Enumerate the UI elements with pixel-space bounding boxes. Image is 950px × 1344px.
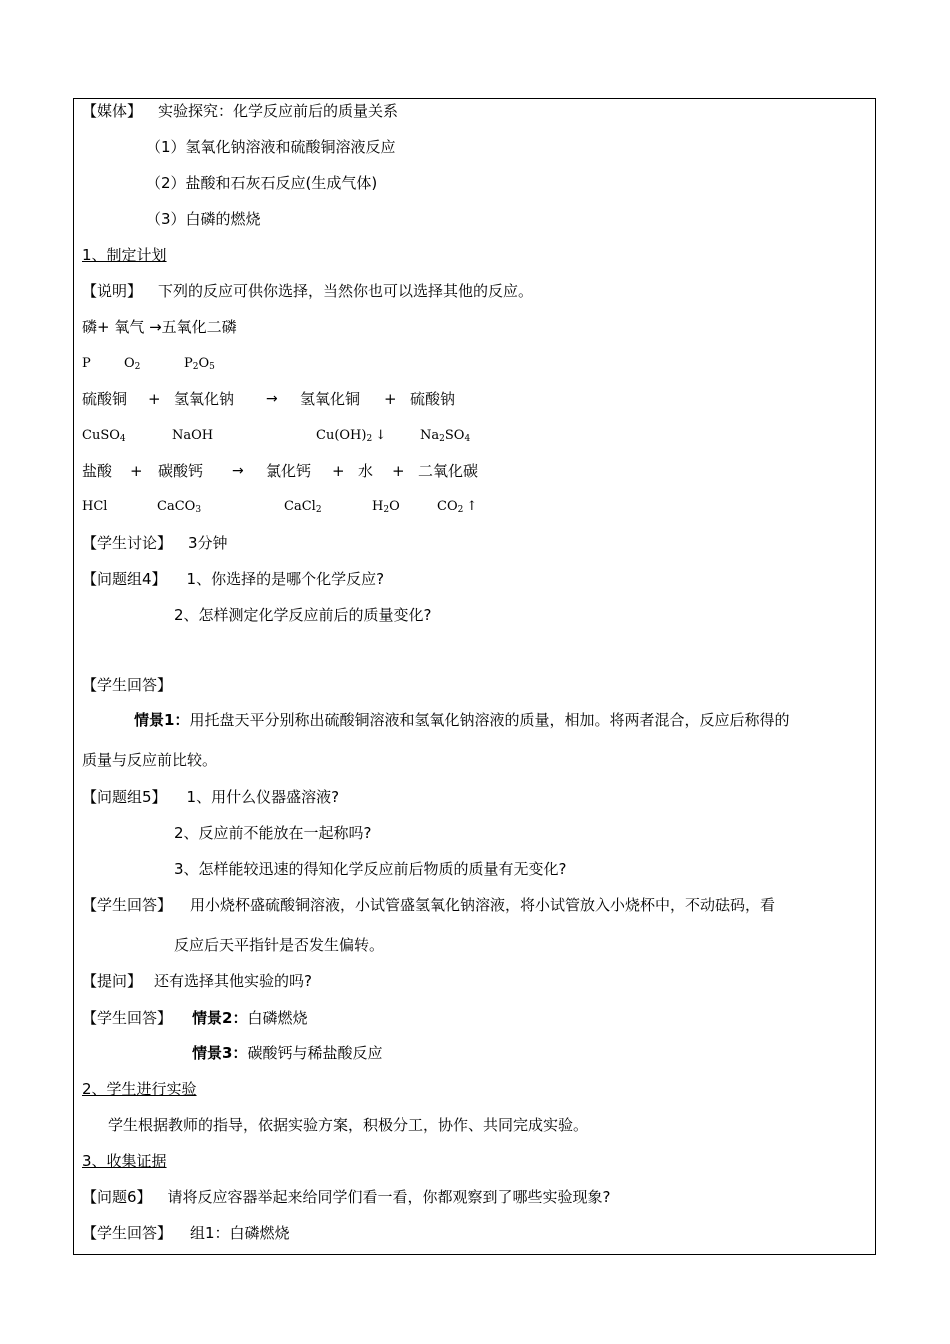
reaction-3-formula-h2o: $H_2O$ [372, 499, 400, 515]
question-group-5-q1: 1、用什么仪器盛溶液? [186, 788, 340, 806]
reaction-2-plus-1: + [148, 390, 161, 408]
reaction-3-formula-hcl: HCl [82, 499, 108, 514]
question-group-5-q2: 2、反应前不能放在一起称吗? [174, 824, 372, 842]
scenario-2-text: 白磷燃烧 [247, 1009, 308, 1027]
scenario-3-line [192, 1043, 382, 1063]
student-answer-tag-4: 【学生回答】 [82, 1224, 173, 1242]
reaction-1-formula-o2: $O_2$ [124, 356, 141, 372]
prompt-line [82, 971, 312, 991]
section-heading-plan: 1、制定计划 [82, 246, 167, 264]
question-6-text: 请将反应容器举起来给同学们看一看，你都观察到了哪些实验现象? [167, 1188, 611, 1206]
reaction-2-arrow: → [266, 391, 278, 407]
reaction-3-plus-1: + [130, 462, 143, 480]
explanation-text: 下列的反应可供你选择，当然你也可以选择其他的反应。 [158, 282, 534, 300]
experiment-item-1: （1）氢氧化钠溶液和硫酸铜溶液反应 [146, 138, 396, 156]
media-line [82, 101, 398, 121]
scenario-3-label: 情景3： [192, 1044, 248, 1062]
question-group-4-q1: 1、你选择的是哪个化学反应? [186, 570, 385, 588]
student-answer-2-continuation: 反应后天平指针是否发生偏转。 [174, 936, 385, 954]
reaction-3-word-1: 盐酸 [82, 462, 113, 480]
reaction-2-word-1: 硫酸铜 [82, 390, 128, 408]
reaction-3-plus-3: + [392, 462, 405, 480]
section-heading-evidence: 3、收集证据 [82, 1152, 167, 1170]
reaction-3-arrow: → [232, 463, 244, 479]
discussion-tag: 【学生讨论】 [82, 534, 173, 552]
student-answer-3-line [82, 1008, 307, 1028]
experiment-description: 学生根据教师的指导，依据实验方案，积极分工，协作、共同完成实验。 [108, 1116, 589, 1134]
reaction-2-formula-naoh: NaOH [172, 428, 214, 443]
section-heading-experiment: 2、学生进行实验 [82, 1080, 197, 1098]
question-group-4-q2: 2、怎样测定化学反应前后的质量变化? [174, 606, 432, 624]
scenario-1-label: 情景1： [134, 711, 190, 729]
reaction-3-plus-2: + [332, 462, 345, 480]
question-group-5-line [82, 787, 339, 807]
reaction-2-formula-cuso4: CuSO$_4$ [82, 428, 126, 444]
explanation-line [82, 281, 533, 301]
explanation-tag: 【说明】 [82, 282, 143, 300]
reaction-2-word-2: 氢氧化钠 [174, 390, 235, 408]
reaction-3-word-5: 二氧化碳 [418, 462, 479, 480]
student-answer-4-line [82, 1223, 290, 1243]
reaction-2-formula-cuoh2: $Cu(OH)_2$ ↓ [316, 428, 387, 444]
student-answer-2-text: 用小烧杯盛硫酸铜溶液，小试管盛氢氧化钠溶液，将小试管放入小烧杯中，不动砝码，看 [190, 896, 776, 914]
question-group-5-tag: 【问题组5】 [82, 788, 167, 806]
experiment-item-3: （3）白磷的燃烧 [146, 210, 261, 228]
scenario-3-text: 碳酸钙与稀盐酸反应 [247, 1044, 383, 1062]
student-answer-tag-2: 【学生回答】 [82, 896, 173, 914]
scenario-1-text: 用托盘天平分别称出硫酸铜溶液和氢氧化钠溶液的质量，相加。将两者混合，反应后称得的 [189, 711, 790, 729]
scenario-1-line [134, 710, 789, 730]
scenario-1-continuation: 质量与反应前比较。 [82, 751, 218, 769]
question-group-4-tag: 【问题组4】 [82, 570, 167, 588]
reaction-3-formula-cacl2: CaCl$_2$ [284, 499, 322, 515]
discussion-line [82, 533, 228, 553]
experiment-item-2: （2）盐酸和石灰石反应(生成气体) [146, 174, 378, 192]
student-answer-4-text: 组1：白磷燃烧 [190, 1224, 290, 1242]
reaction-3-word-4: 水 [358, 462, 374, 480]
reaction-2-word-4: 硫酸钠 [410, 390, 456, 408]
reaction-3-formula-co2: $CO_2$ ↑ [437, 499, 478, 515]
reaction-1-formula-p2o5: $P_2O_5$ [184, 356, 215, 372]
question-6-tag: 【问题6】 [82, 1188, 152, 1206]
reaction-3-formula-caco3: CaCO$_3$ [157, 499, 202, 515]
scenario-2-label: 情景2： [192, 1009, 248, 1027]
student-answer-2-line [82, 895, 775, 915]
discussion-text: 3分钟 [188, 534, 228, 552]
question-group-4-line [82, 569, 384, 589]
reaction-1-words: 磷+ 氧气 →五氧化二磷 [82, 318, 237, 336]
prompt-tag: 【提问】 [82, 972, 143, 990]
reaction-3-word-3: 氯化钙 [266, 462, 312, 480]
question-group-5-q3: 3、怎样能较迅速的得知化学反应前后物质的质量有无变化? [174, 860, 567, 878]
question-6-line [82, 1187, 611, 1207]
student-answer-tag-3: 【学生回答】 [82, 1009, 173, 1027]
media-text: 实验探究：化学反应前后的质量关系 [158, 102, 399, 120]
student-answer-tag-1: 【学生回答】 [82, 676, 173, 694]
media-tag: 【媒体】 [82, 102, 143, 120]
prompt-text: 还有选择其他实验的吗? [154, 972, 312, 990]
reaction-2-plus-2: + [384, 390, 397, 408]
reaction-3-word-2: 碳酸钙 [158, 462, 204, 480]
reaction-2-formula-na2so4: $Na_2SO_4$ [420, 428, 471, 444]
reaction-1-formula-p: P [82, 356, 91, 371]
reaction-2-word-3: 氢氧化铜 [300, 390, 361, 408]
